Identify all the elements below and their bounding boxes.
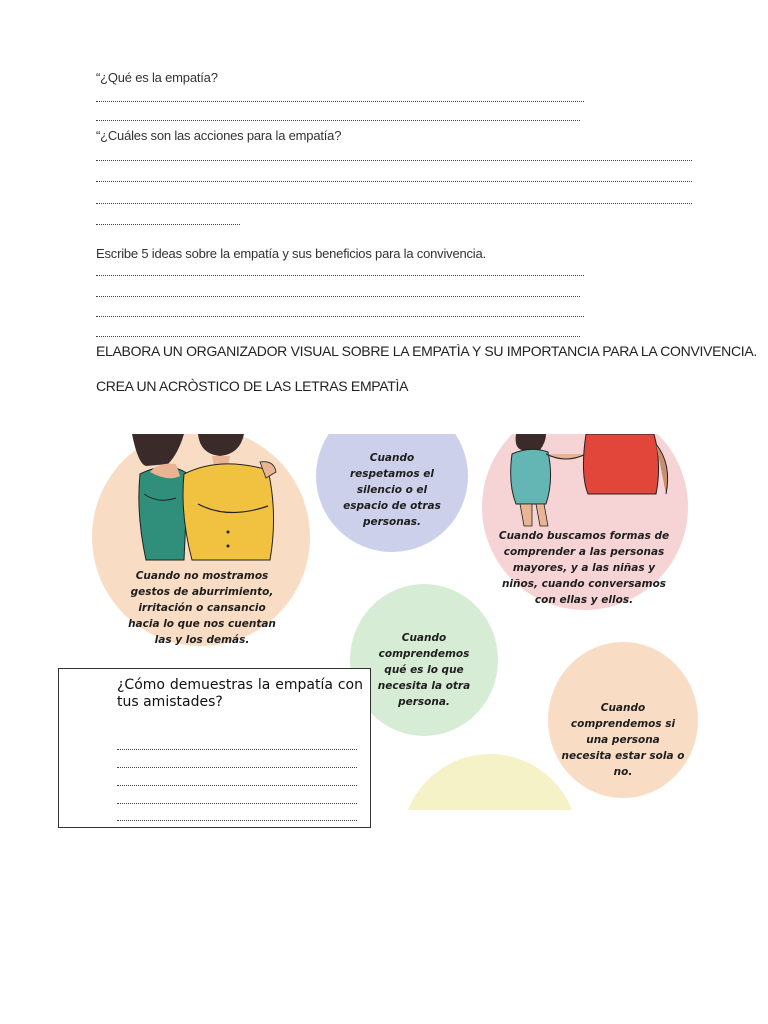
circle-text-silence: Cuando respetamos el silencio o el espacio de otras personas. bbox=[343, 452, 441, 528]
organizer-heading: ELABORA UN ORGANIZADOR VISUAL SOBRE LA EMPATÌA Y SU IMPORTANCIA PARA LA CONVIVENCIA. bbox=[96, 343, 757, 359]
answer-line[interactable] bbox=[96, 101, 584, 102]
answer-line[interactable] bbox=[96, 316, 584, 317]
circle-text-gestures: Cuando no mostramos gestos de aburrimiento, irritación o cansancio hacia lo que nos cuentan las y los demás. bbox=[128, 570, 276, 646]
circle-text-what-needs: Cuando comprendemos qué es lo que necesita la otra persona. bbox=[377, 632, 471, 708]
answer-line[interactable] bbox=[96, 336, 580, 337]
answer-line[interactable] bbox=[96, 224, 240, 225]
answer-line[interactable] bbox=[117, 785, 357, 786]
friendship-question: ¿Cómo demuestras la empatía con tus amistades? bbox=[117, 677, 363, 710]
answer-line[interactable] bbox=[96, 120, 580, 121]
answer-line[interactable] bbox=[96, 160, 692, 161]
circle-text-alone: Cuando comprendemos si una persona necesita estar sola o no. bbox=[561, 702, 685, 778]
answer-line[interactable] bbox=[117, 803, 357, 804]
girl-and-woman-illustration bbox=[506, 434, 678, 530]
answer-line[interactable] bbox=[117, 820, 357, 821]
circle-text-understand-people: Cuando buscamos formas de comprender a las personas mayores, y a las niñas y niños, cuando conversamos con ellas y ellos. bbox=[498, 530, 670, 606]
answer-line[interactable] bbox=[96, 203, 692, 204]
answer-line[interactable] bbox=[117, 767, 357, 768]
yellow-circle bbox=[402, 754, 578, 810]
acrostic-heading: CREA UN ACRÒSTICO DE LAS LETRAS EMPATÌA bbox=[96, 378, 409, 394]
two-children-illustration bbox=[128, 434, 278, 562]
answer-line[interactable] bbox=[96, 296, 580, 297]
question-five-ideas: Escribe 5 ideas sobre la empatía y sus beneficios para la convivencia. bbox=[96, 246, 486, 261]
answer-line[interactable] bbox=[117, 749, 357, 750]
question-what-is-empathy: “¿Qué es la empatía? bbox=[96, 70, 218, 85]
answer-line[interactable] bbox=[96, 181, 692, 182]
answer-line[interactable] bbox=[96, 275, 584, 276]
friendship-question-box bbox=[58, 668, 371, 828]
question-empathy-actions: “¿Cuáles son las acciones para la empatía? bbox=[96, 128, 342, 143]
